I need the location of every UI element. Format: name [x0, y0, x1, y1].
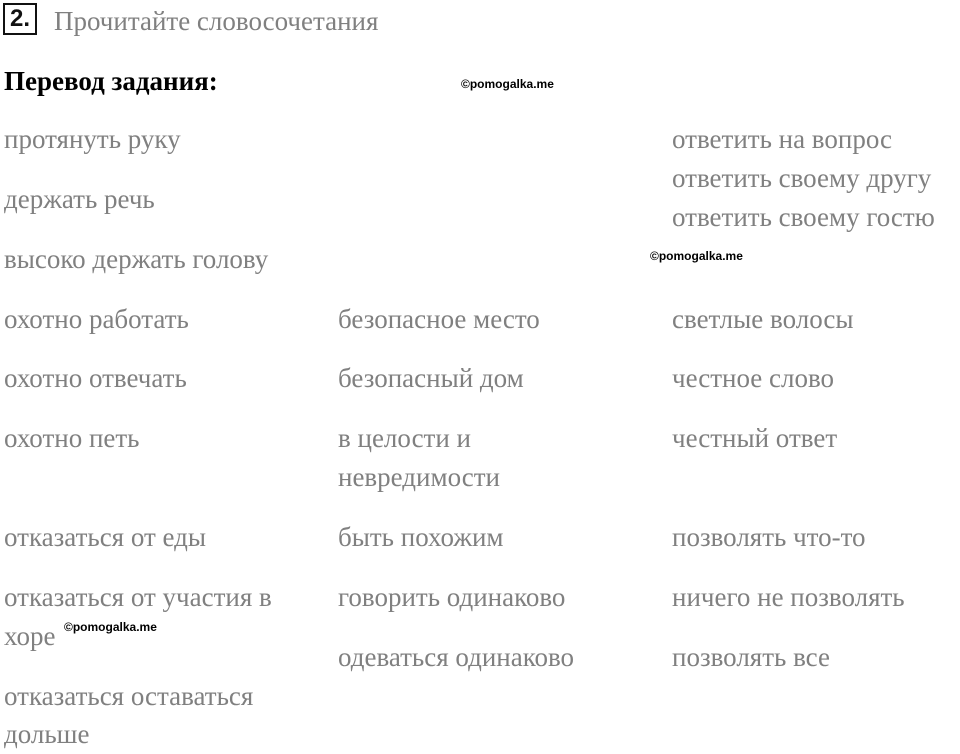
phrase-item: позволять все	[672, 642, 830, 672]
phrase-item: охотно отвечать	[4, 363, 187, 393]
phrase-item: говорить одинаково	[338, 582, 566, 612]
phrase-item: отказаться от участия в	[4, 582, 272, 612]
translation-heading: Перевод задания:	[4, 66, 218, 96]
phrase-item: честное слово	[672, 363, 835, 393]
phrase-item: ничего не позволять	[672, 582, 905, 612]
phrase-item: охотно работать	[4, 304, 189, 334]
phrase-item: дольше	[4, 719, 90, 749]
task-instruction: Прочитайте словосочетания	[54, 6, 379, 36]
phrase-item: держать речь	[4, 184, 155, 214]
phrase-item: высоко держать голову	[4, 244, 269, 274]
phrase-item: честный ответ	[672, 423, 838, 453]
phrase-item: хоре	[4, 621, 56, 651]
watermark: ©pomogalka.me	[64, 620, 157, 634]
phrase-item: ответить своему гостю	[672, 202, 935, 232]
phrase-item: быть похожим	[338, 522, 504, 552]
phrase-item: позволять что-то	[672, 522, 866, 552]
phrase-item: безопасное место	[338, 304, 540, 334]
phrase-item: безопасный дом	[338, 363, 524, 393]
watermark: ©pomogalka.me	[650, 249, 743, 263]
task-number: 2.	[3, 3, 37, 35]
phrase-item: протянуть руку	[4, 124, 181, 154]
phrase-item: одеваться одинаково	[338, 642, 575, 672]
phrase-item: светлые волосы	[672, 304, 854, 334]
phrase-item: ответить на вопрос	[672, 124, 892, 154]
phrase-item: охотно петь	[4, 423, 140, 453]
phrase-item: ответить своему другу	[672, 163, 932, 193]
phrase-item: отказаться оставаться	[4, 681, 254, 711]
phrase-item: невредимости	[338, 462, 500, 492]
phrase-item: в целости и	[338, 423, 472, 453]
watermark: ©pomogalka.me	[461, 77, 554, 91]
phrase-item: отказаться от еды	[4, 522, 207, 552]
